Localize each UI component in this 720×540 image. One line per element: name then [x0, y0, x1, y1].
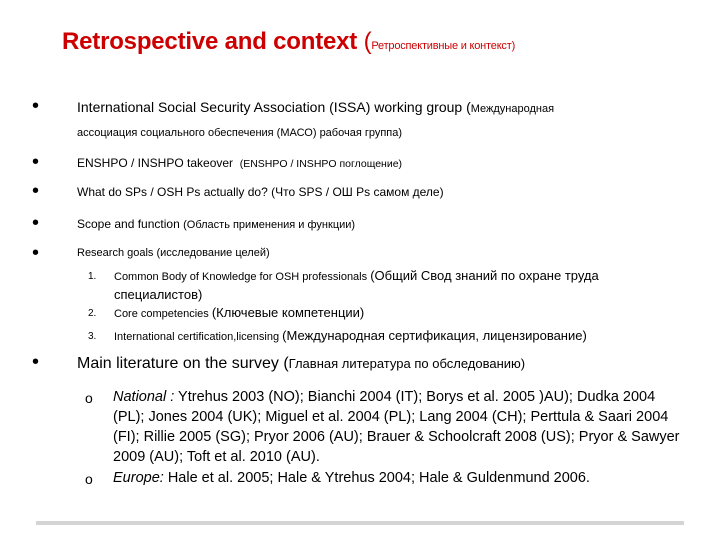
bullet-dot-icon: • [32, 242, 40, 264]
bullet-dot-icon: • [32, 212, 40, 234]
list-item-ru-continued: специалистов) [114, 287, 203, 302]
bullet-issa-ru: Международная [470, 103, 555, 115]
literature-national-label: National : [113, 389, 175, 405]
bullet-dot-icon: • [32, 95, 40, 117]
slide-title-main: Retrospective and context [62, 28, 358, 55]
bullet-scope-ru: (Область применения и функции) [183, 219, 356, 231]
list-item [114, 304, 364, 323]
bullet-issa-en: International Social Security Association (ISSA) working group ( [77, 99, 471, 115]
literature-heading-en: Main literature on the survey ( [77, 355, 289, 372]
bullet-issa [77, 99, 554, 115]
literature-europe-label: Europe: [113, 470, 164, 486]
literature-europe-text: Hale et al. 2005; Hale & Ytrehus 2004; Hale & Guldenmund 2006. [167, 470, 590, 486]
list-item-number: 1. [88, 271, 97, 282]
list-item-en: Core competencies [114, 308, 209, 320]
list-item-en: International certification,licensing [114, 331, 280, 343]
circle-bullet-icon: o [85, 471, 93, 487]
bullet-enshpo-en: ENSHPO / INSHPO takeover [77, 156, 234, 170]
literature-europe [113, 468, 688, 488]
slide-title-sub: Ретроспективные и контекст) [371, 40, 516, 52]
literature-heading-ru: Главная литература по обследованию) [288, 356, 526, 371]
literature-national [113, 387, 688, 467]
list-item-ru: (Международная сертификация, лицензирование) [282, 328, 587, 343]
circle-bullet-icon: o [85, 390, 93, 406]
literature-national-text: Ytrehus 2003 (NO); Bianchi 2004 (IT); Borys et al. 2005 )AU); Dudka 2004 (PL); Jones 2004 (UK); Miguel et al. 2004 (PL); Lang 2004 (CH); Perttula & Saari 2004 (FI); Rillie 2005 (SG); Pryor 2006 (AU); Brauer & Schoolcraft 2008 (US); Pryor & Sawyer 2009 (AU); Toft et al. 2010 (AU). [113, 389, 680, 465]
bullet-research-goals: Research goals (исследование целей) [77, 247, 270, 259]
bullet-enshpo-ru: (ENSHPO / INSHPO поглощение) [239, 158, 403, 170]
bullet-dot-icon: • [32, 351, 40, 373]
slide-title [62, 28, 515, 56]
bullet-what-do: What do SPs / OSH Ps actually do? (Что SPS / ОШ Ps самом деле) [77, 185, 444, 199]
bullet-enshpo [77, 156, 402, 170]
bullet-scope-en: Scope and function [77, 217, 180, 231]
slide-title-paren: ( [363, 28, 372, 55]
bullet-main-literature [77, 355, 525, 373]
list-item [114, 327, 587, 346]
bullet-dot-icon: • [32, 151, 40, 173]
list-item-en: Common Body of Knowledge for OSH professionals [114, 271, 368, 283]
bullet-scope [77, 217, 355, 231]
list-item-number: 3. [88, 331, 97, 342]
list-item-ru: (Ключевые компетенции) [211, 305, 365, 320]
bullet-issa-continued: ассоциация социального обеспечения (МАСО) рабочая группа) [77, 127, 403, 139]
list-item [114, 267, 599, 305]
list-item-ru: (Общий Свод знаний по охране труда [370, 268, 599, 283]
list-item-number: 2. [88, 308, 97, 319]
bullet-dot-icon: • [32, 180, 40, 202]
footer-divider [36, 521, 684, 525]
